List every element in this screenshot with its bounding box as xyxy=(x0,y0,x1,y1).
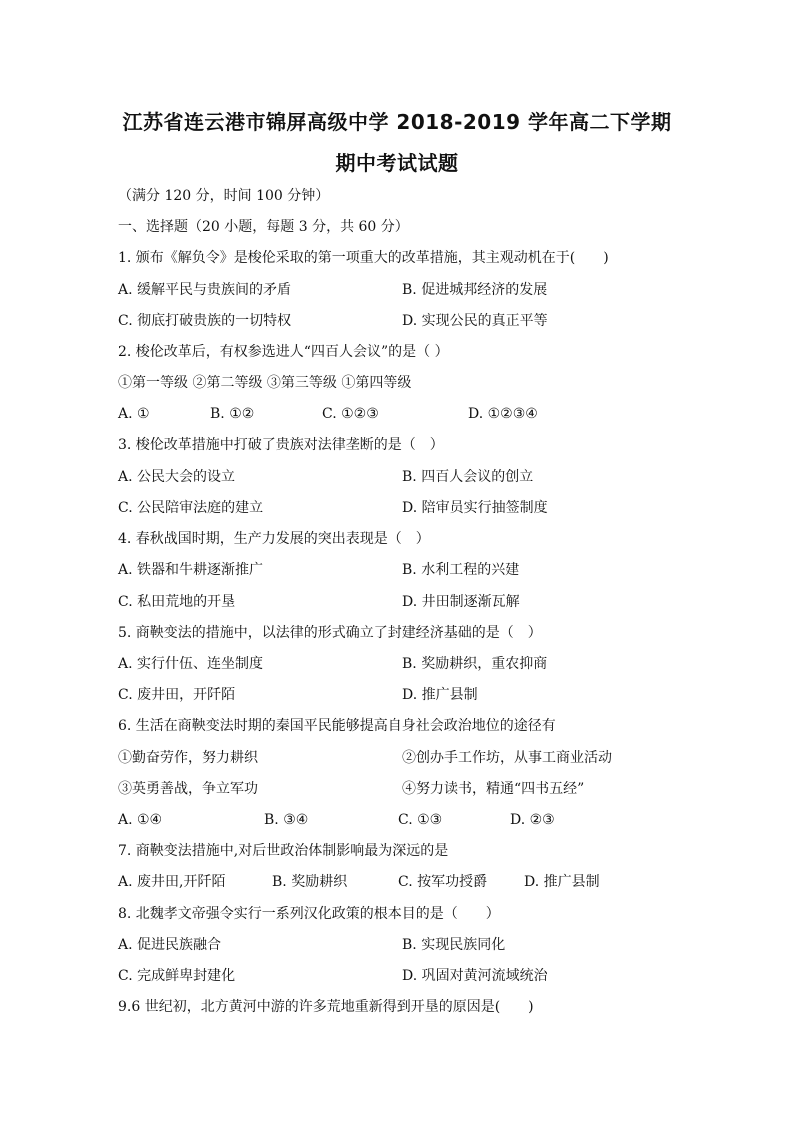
question-7-stem: 7. 商鞅变法措施中,对后世政治体制影响最为深远的是 xyxy=(118,843,449,859)
question-2-stem: 2. 梭伦改革后，有权参选进人“四百人会议”的是（ ） xyxy=(118,344,449,360)
question-2-option-a: A. ① xyxy=(118,406,150,422)
question-1-option-c: C. 彻底打破贵族的一切特权 xyxy=(118,313,292,329)
question-1-option-d: D. 实现公民的真正平等 xyxy=(402,313,548,329)
question-6-item-3: ③英勇善战，争立军功 xyxy=(118,781,258,797)
question-2-option-b: B. ①② xyxy=(210,406,255,422)
question-4-option-d: D. 井田制逐渐瓦解 xyxy=(402,594,520,610)
question-6-option-b: B. ③④ xyxy=(264,812,309,828)
question-5-option-b: B. 奖励耕织，重农抑商 xyxy=(402,656,548,672)
question-3-option-c: C. 公民陪审法庭的建立 xyxy=(118,500,264,516)
question-3-option-d: D. 陪审员实行抽签制度 xyxy=(402,500,548,516)
question-3-option-b: B. 四百人会议的创立 xyxy=(402,469,534,485)
question-8-option-b: B. 实现民族同化 xyxy=(402,937,506,953)
question-5-option-c: C. 废井田，开阡陌 xyxy=(118,687,236,703)
section-heading: 一、选择题（20 小题，每题 3 分，共 60 分） xyxy=(118,219,409,235)
question-8-option-d: D. 巩固对黄河流域统治 xyxy=(402,968,548,984)
exam-title-line1: 江苏省连云港市锦屏高级中学 2018-2019 学年高二下学期 xyxy=(122,110,672,134)
question-6-item-2: ②创办手工作坊，从事工商业活动 xyxy=(402,750,612,766)
question-7-option-a: A. 废井田,开阡陌 xyxy=(118,874,226,890)
question-5-option-a: A. 实行什伍、连坐制度 xyxy=(118,656,264,672)
question-6-stem: 6. 生活在商鞅变法时期的秦国平民能够提高自身社会政治地位的途径有 xyxy=(118,718,556,734)
question-7-option-c: C. 按军功授爵 xyxy=(398,874,488,890)
question-2-option-c: C. ①②③ xyxy=(322,406,379,422)
question-8-option-c: C. 完成鲜卑封建化 xyxy=(118,968,236,984)
question-6-item-4: ④努力读书，精通“四书五经” xyxy=(402,781,585,797)
question-2-list: ①第一等级 ②第二等级 ③第三等级 ①第四等级 xyxy=(118,375,412,391)
exam-meta: （满分 120 分，时间 100 分钟） xyxy=(118,188,330,204)
question-9-stem: 9.6 世纪初，北方黄河中游的许多荒地重新得到开垦的原因是( ) xyxy=(118,999,534,1015)
question-6-option-a: A. ①④ xyxy=(118,812,163,828)
question-6-item-1: ①勤奋劳作，努力耕织 xyxy=(118,750,258,766)
question-5-stem: 5. 商鞅变法的措施中，以法律的形式确立了封建经济基础的是（ ） xyxy=(118,625,542,641)
question-7-option-d: D. 推广县制 xyxy=(524,874,600,890)
question-5-option-d: D. 推广县制 xyxy=(402,687,478,703)
question-1-option-b: B. 促进城邦经济的发展 xyxy=(402,282,548,298)
question-1-option-a: A. 缓解平民与贵族间的矛盾 xyxy=(118,282,292,298)
question-4-option-b: B. 水利工程的兴建 xyxy=(402,562,520,578)
question-4-option-c: C. 私田荒地的开垦 xyxy=(118,594,236,610)
question-6-option-c: C. ①③ xyxy=(398,812,443,828)
question-3-stem: 3. 梭伦改革措施中打破了贵族对法律垄断的是（ ） xyxy=(118,437,444,453)
question-4-option-a: A. 铁器和牛耕逐渐推广 xyxy=(118,562,264,578)
question-2-option-d: D. ①②③④ xyxy=(468,406,538,422)
question-7-option-b: B. 奖励耕织 xyxy=(272,874,348,890)
question-4-stem: 4. 春秋战国时期，生产力发展的突出表现是（ ） xyxy=(118,531,430,547)
question-3-option-a: A. 公民大会的设立 xyxy=(118,469,236,485)
question-8-option-a: A. 促进民族融合 xyxy=(118,937,222,953)
question-6-option-d: D. ②③ xyxy=(510,812,555,828)
question-1-stem: 1. 颁布《解负令》是梭伦采取的第一项重大的改革措施，其主观动机在于( ) xyxy=(118,250,609,266)
exam-title-line2: 期中考试试题 xyxy=(335,151,459,175)
question-8-stem: 8. 北魏孝文帝强令实行一系列汉化政策的根本目的是（ ） xyxy=(118,906,500,922)
